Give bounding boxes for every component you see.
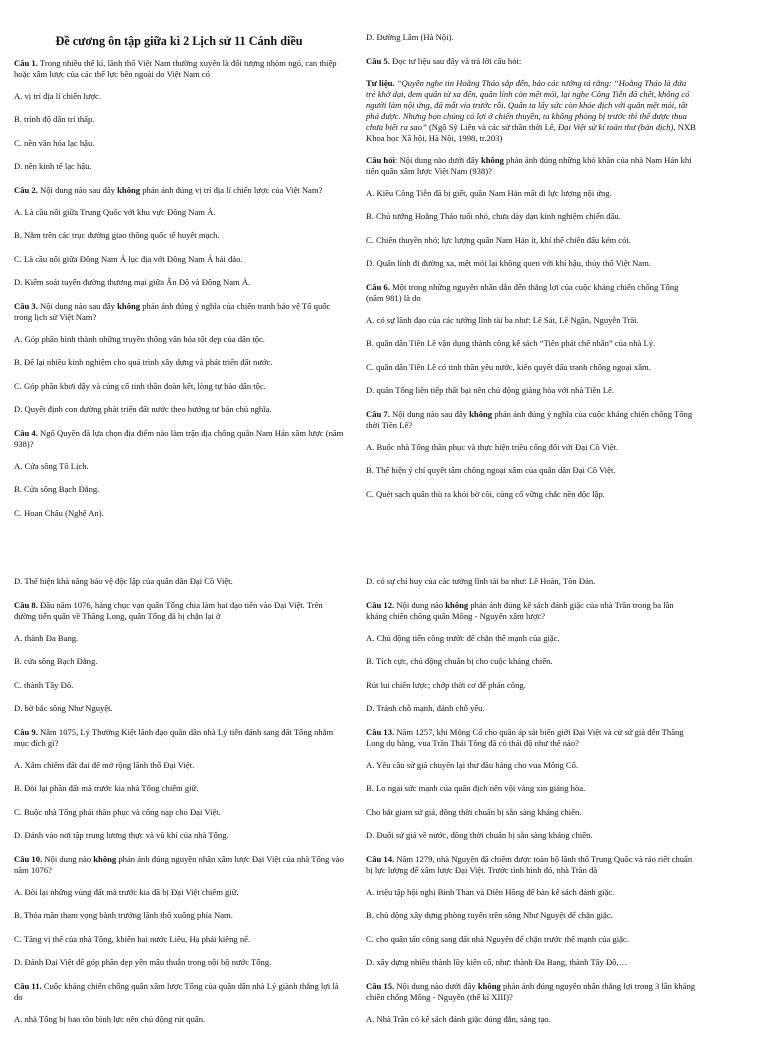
- question-text: Đầu năm 1076, hàng chục vạn quân Tống chia làm hai đạo tiến vào Đại Việt. Trên đường tiến quân về Thăng Long, quân Tống đã bị chặn lại ở: [14, 599, 323, 621]
- question-text-post: phản ánh đúng ý nghĩa của cuộc kháng chiến chống Tống thời Tiền Lê?: [366, 408, 693, 430]
- question-text-pre: : Nội dung nào dưới đây: [394, 154, 481, 165]
- document-title: Đề cương ôn tập giữa kì 2 Lịch sử 11 Cánh diều: [55, 34, 303, 48]
- question-number: Câu 14.: [366, 853, 395, 864]
- answer-option: D. Đánh vào nơi tập trung lương thực và vũ khí của nhà Tống.: [14, 830, 229, 840]
- question-number: Câu 7.: [366, 408, 390, 419]
- question-text-post: phản ánh đúng nguyên nhân xâm lược Đại Việt của nhà Tống vào năm 1076?: [14, 853, 344, 875]
- answer-option: A. Là cầu nối giữa Trung Quốc với khu vực Đông Nam Á.: [14, 206, 216, 217]
- question-text: Một trong những nguyên nhân dẫn đến thắng lợi của cuộc kháng chiến chống Tống (năm 981) là do: [366, 281, 679, 303]
- answer-option: C. cho quân tấn công sang đất nhà Nguyên để chặn trước thế mạnh của giặc.: [366, 933, 629, 944]
- question-text-post: phản ánh đúng những khó khăn của nhà Nam Hán khi tiến quân xâm lược Việt Nam (938)?: [366, 154, 692, 176]
- answer-option: B. Nằm trên các trục đường giao thông quốc tế huyết mạch.: [14, 230, 220, 241]
- question-emphasis: không: [480, 154, 504, 165]
- question-number: Câu 13.: [366, 726, 395, 737]
- answer-option: A. Đòi lại những vùng đất mà trước kia đã bị Đại Việt chiếm giữ.: [14, 886, 239, 897]
- question-text: Đọc tư liệu sau đây và trả lời câu hỏi:: [389, 55, 522, 66]
- answer-option: D. Đường Lâm (Hà Nội).: [366, 32, 454, 42]
- question: [366, 282, 696, 304]
- question-text: Năm 1075, Lý Thường Kiệt lãnh đạo quân dân nhà Lý tiến đánh sang đất Tống nhằm mục đích gì?: [14, 726, 334, 748]
- question: [366, 727, 696, 749]
- answer-option: D. Đánh Đại Việt để góp phần dẹp yên mâu thuẫn trong nội bộ nước Tống.: [14, 957, 272, 967]
- question-text-pre: Nội dung nào: [42, 853, 94, 864]
- answer-option: A. Góp phần hình thành những truyền thống văn hóa tốt đẹp của dân tộc.: [14, 333, 265, 344]
- answer-option: A. Chủ động tiến công trước để chặn thế mạnh của giặc.: [366, 632, 560, 643]
- question-number: Câu 6.: [366, 281, 390, 292]
- answer-option: A. Yêu cầu sứ giả chuyển lại thư đầu hàng cho vua Mông Cổ.: [366, 759, 579, 770]
- question-text: Ngô Quyền đã lựa chọn địa điểm nào làm trận địa chống quân Nam Hán xâm lược (năm 938)?: [14, 427, 344, 449]
- answer-option: B. Đòi lại phần đất mà trước kia nhà Tống chiếm giữ.: [14, 783, 199, 793]
- question: [14, 727, 344, 749]
- answer-option: C. Chiến thuyền nhỏ; lực lượng quân Nam Hán ít, khí thế chiến đấu kém cỏi.: [366, 234, 631, 245]
- question-number: Câu 9.: [14, 726, 38, 737]
- column-right-bottom: [366, 576, 696, 1037]
- question: [14, 185, 344, 196]
- answer-option: Rút lui chiến lược; chớp thời cơ để phản công.: [366, 679, 526, 690]
- question-text-post: phản ánh đúng kế sách đánh giặc của nhà Trần trong ba lần kháng chiến chống quân Mông - Nguyên xâm lược?: [366, 599, 674, 621]
- source-quote: “Quyền nghe tin Hoằng Tháo sắp đến, bảo các tướng tá rằng: “Hoằng Tháo là đứa trẻ khờ dại, đem quân từ xa đến, quân lính còn mệt mỏi, lại nghe Công Tiễn đã chết, không có người làm nội ứng, đã mất vía trước rồi. Quân ta lấy sức còn khỏe địch với quân mệt mỏi, tất phá được. Nhưng bọn chúng có lợi ở chiến thuyền, ta không phòng bị trước thì thế được thua chưa biết ra sao”: [366, 77, 690, 132]
- question-text-pre: Nội dung nào sau đây: [37, 184, 118, 195]
- column-right-top: [366, 32, 696, 512]
- question-text: Trong nhiều thế kỉ, lãnh thổ Việt Nam thường xuyên là đối tượng nhòm ngó, can thiệp hoặc xâm lược của các thế lực bên ngoài do Việt Nam có: [14, 57, 337, 79]
- answer-option: A. thành Đa Bang.: [14, 632, 79, 643]
- answer-option: A. Buộc nhà Tống thần phục và thực hiện triều cống đối với Đại Cồ Việt.: [366, 441, 619, 452]
- column-left-top: [14, 32, 344, 531]
- question: [366, 600, 696, 622]
- answer-option: D. Quyết định con đường phát triển đất nước theo hướng tư bản chủ nghĩa.: [14, 404, 272, 415]
- question-text-post: phản ánh đúng vị trí địa lí chiến lược của Việt Nam?: [140, 184, 323, 195]
- answer-option: D. Quân lính đi đường xa, mệt mỏi lại không quen với khí hậu, thủy thổ Việt Nam.: [366, 258, 651, 268]
- question-number: Câu 11.: [14, 980, 42, 991]
- answer-option: C. thành Tây Đô.: [14, 679, 74, 690]
- answer-option: C. Quét sạch quân thù ra khỏi bờ cõi, củng cố vững chắc nền độc lập.: [366, 488, 605, 499]
- question-text-pre: Nội dung nào dưới đây: [394, 980, 478, 991]
- answer-option: C. Tăng vị thế của nhà Tống, khiến hai nước Liêu, Hạ phải kiêng nể.: [14, 933, 251, 944]
- question-text-post: phản ánh đúng nguyên nhân thắng lợi trong 3 lần kháng chiến chống Mông - Nguyên (thế kỉ XIII)?: [366, 980, 696, 1002]
- answer-option: B. Để lại nhiều kinh nghiệm cho quá trình xây dựng và phát triển đất nước.: [14, 357, 273, 368]
- question: [14, 854, 344, 876]
- question-text-post: phản ánh đúng ý nghĩa của chiến tranh bảo vệ Tổ quốc trong lịch sử Việt Nam?: [14, 300, 331, 322]
- question: [14, 600, 344, 622]
- question-number: Câu 15.: [366, 980, 395, 991]
- question-number: Câu 3.: [14, 300, 38, 311]
- question-text-pre: Nội dung nào sau đây: [389, 408, 470, 419]
- source-citation: (Ngô Sỹ Liên và các sử thần thời Lê,: [426, 121, 558, 132]
- answer-option: C. Là cầu nối giữa Đông Nam Á lục địa với Đông Nam Á hải đảo.: [14, 253, 243, 264]
- question-text-pre: Nội dung nào: [394, 599, 446, 610]
- answer-option: B. chủ động xây dựng phòng tuyến trên sông Như Nguyệt để chặn giặc.: [366, 910, 613, 920]
- answer-option: B. quân dân Tiền Lê vận dụng thành công kế sách “Tiên phát chế nhân” của nhà Lý.: [366, 338, 656, 348]
- question-number: Câu 2.: [14, 184, 38, 195]
- answer-option: A. triệu tập hội nghị Bình Than và Diên Hồng để bàn kế sách đánh giặc.: [366, 886, 615, 897]
- question-text-pre: Nội dung nào sau đây: [37, 300, 118, 311]
- answer-option: A. Nhà Trần có kế sách đánh giặc đúng đắn, sáng tạo.: [366, 1013, 551, 1024]
- source-publisher: , NXB Khoa học Xã hội, Hà Nội, 1998, tr.203): [366, 121, 696, 143]
- answer-option: D. Kiểm soát tuyến đường thương mại giữa Ấn Độ và Đông Nam Á.: [14, 277, 251, 288]
- source-excerpt: [366, 78, 696, 144]
- question-emphasis: không: [117, 184, 141, 195]
- answer-option: D. xây dựng nhiều thành lũy kiên cố, như: thành Đa Bang, thành Tây Đô,…: [366, 957, 628, 967]
- answer-option: A. nhà Tống bị bao tôn bình lực nên chủ động rút quân.: [14, 1013, 206, 1024]
- source-label: Tư liệu.: [366, 77, 395, 88]
- question-emphasis: không: [445, 599, 469, 610]
- answer-option: B. Lo ngại sức mạnh của quân địch nên vội vàng xin giảng hòa.: [366, 783, 586, 793]
- answer-option: C. Hoan Châu (Nghệ An).: [14, 507, 104, 518]
- question-number: Câu 5.: [366, 55, 390, 66]
- answer-option: B. Chủ tướng Hoằng Tháo tuổi nhỏ, chưa dày dạn kinh nghiệm chiến đấu.: [366, 211, 621, 221]
- question-emphasis: không: [477, 980, 501, 991]
- answer-option: C. nền văn hóa lạc hậu.: [14, 137, 95, 148]
- answer-option: B. trình độ dân trí thấp.: [14, 114, 95, 125]
- answer-option: C. quân dân Tiền Lê có tinh thần yêu nước, kiên quyết đấu tranh chống ngoại xâm.: [366, 361, 651, 372]
- question: [14, 58, 344, 80]
- source-book-title: Đại Việt sử kí toàn thư (bản dịch): [557, 121, 674, 132]
- question: [366, 981, 696, 1003]
- question: [14, 301, 344, 323]
- answer-option: B. Thỏa mãn tham vọng bành trướng lãnh thổ xuống phía Nam.: [14, 910, 233, 920]
- answer-option: Cho bắt giam sứ giả, đồng thời chuẩn bị sẵn sàng kháng chiến.: [366, 806, 582, 817]
- answer-option: D. nền kinh tế lạc hậu.: [14, 161, 92, 172]
- question-emphasis: không: [93, 853, 117, 864]
- question: [366, 854, 696, 876]
- answer-option: B. Thể hiện ý chí quyết tâm chống ngoại xâm của quân dân Đại Cồ Việt.: [366, 465, 616, 475]
- question: [366, 155, 696, 177]
- answer-option: B. Cửa sông Bạch Đằng.: [14, 484, 100, 495]
- question: [366, 56, 696, 67]
- answer-option: D. bờ bắc sông Như Nguyệt.: [14, 703, 113, 713]
- answer-option: D. quân Tống liên tiếp thất bại nên chủ động giảng hòa với nhà Tiền Lê.: [366, 385, 615, 395]
- answer-option: A. Kiều Công Tiễn đã bị giết, quân Nam Hán mất đi lực lượng nội ứng.: [366, 187, 612, 198]
- question-emphasis: không: [469, 408, 493, 419]
- question-number: Câu 8.: [14, 599, 38, 610]
- question-number: Câu 12.: [366, 599, 395, 610]
- answer-option: D. Đuổi sứ giả về nước, đồng thời chuẩn bị sẵn sàng kháng chiến.: [366, 830, 593, 840]
- answer-option: D. Tránh chỗ mạnh, đánh chỗ yếu.: [366, 703, 485, 713]
- answer-option: A. Cửa sông Tô Lịch.: [14, 460, 89, 471]
- answer-option: B. Tích cực, chủ động chuẩn bị cho cuộc kháng chiến.: [366, 656, 553, 666]
- question: [14, 981, 344, 1003]
- question-number: Câu 10.: [14, 853, 43, 864]
- answer-option: C. Góp phần khơi dậy và củng cố tinh thần đoàn kết, lòng tự hào dân tộc.: [14, 380, 266, 391]
- question-emphasis: không: [117, 300, 141, 311]
- answer-option: D. Thể hiện khả năng bảo vệ độc lập của quân dân Đại Cồ Việt.: [14, 576, 233, 586]
- question-number: Câu 1.: [14, 57, 38, 68]
- question-number: Câu hỏi: [366, 154, 395, 165]
- answer-option: B. cửa sông Bạch Đằng.: [14, 656, 98, 666]
- column-left-bottom: [14, 576, 344, 1037]
- answer-option: A. vị trí địa lí chiến lược.: [14, 90, 102, 101]
- answer-option: D. có sự chỉ huy của các tướng lĩnh tài ba như: Lê Hoàn, Tôn Đản.: [366, 576, 596, 586]
- question: [366, 409, 696, 431]
- answer-option: A. có sự lãnh đạo của các tướng lĩnh tài ba như: Lê Sát, Lê Ngân, Nguyễn Trãi.: [366, 314, 639, 325]
- question-text: Năm 1257, khi Mông Cổ cho quân áp sát biên giới Đại Việt và cử sứ giả đến Thăng Long dụ hàng, vua Trần Thái Tông đã có thái độ như thế nào?: [366, 726, 684, 748]
- question-text: Cuộc kháng chiến chống quân xâm lược Tống của quân dân nhà Lý giành thắng lợi là do: [14, 980, 339, 1002]
- answer-option: A. Xâm chiếm đất đai để mở rộng lãnh thổ Đại Việt.: [14, 759, 195, 770]
- answer-option: C. Buộc nhà Tống phải thần phục và cống nạp cho Đại Việt.: [14, 806, 221, 817]
- question-number: Câu 4.: [14, 427, 38, 438]
- question-text: Năm 1279, nhà Nguyên đã chiếm được toàn bộ lãnh thổ Trung Quốc và ráo riết chuẩn bị lực lượng để xâm lược Đại Việt. Trước tình hình đó, nhà Trần đã: [366, 853, 693, 875]
- question: [14, 428, 344, 450]
